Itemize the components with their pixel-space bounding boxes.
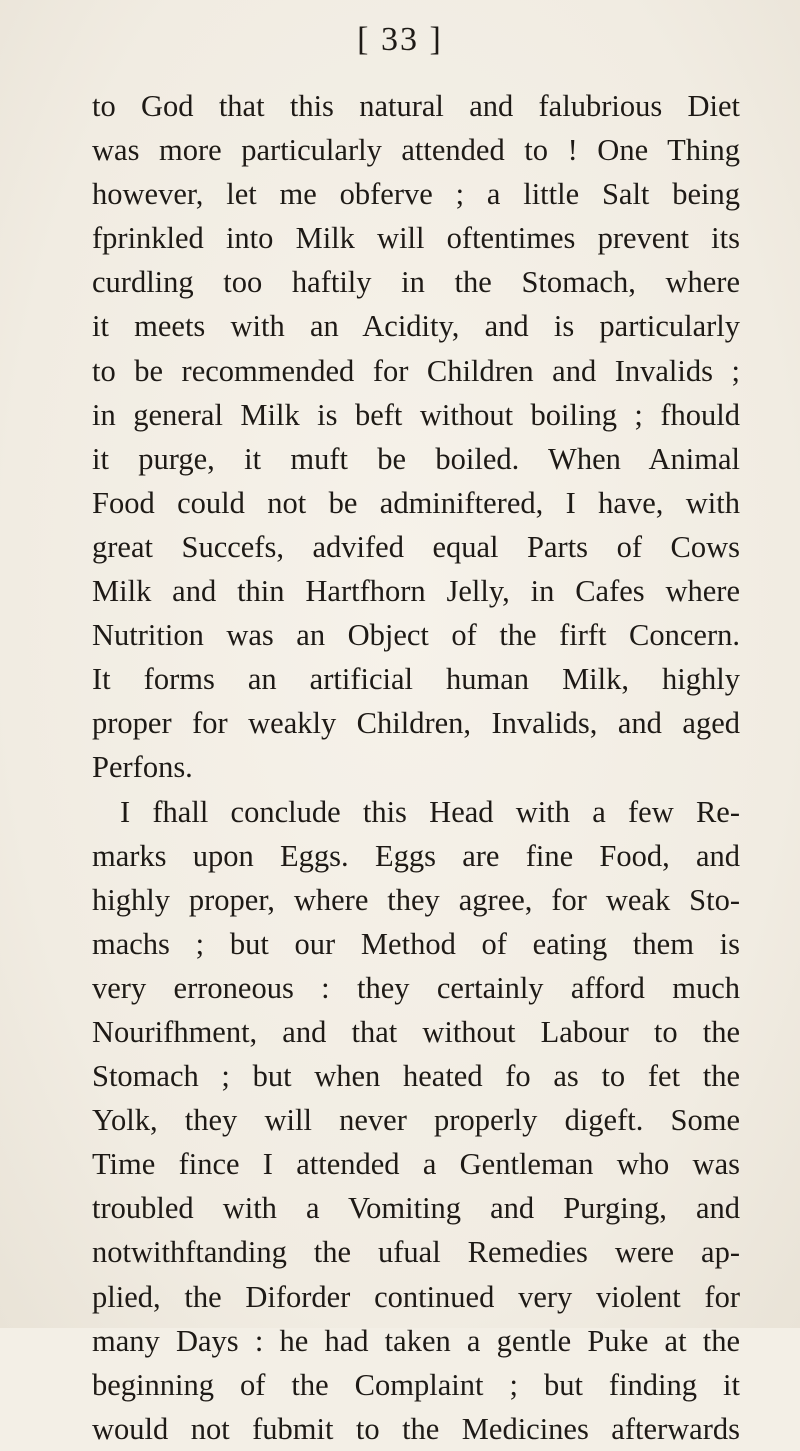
text-line: however, let me obferve ; a little Salt being — [92, 177, 740, 212]
text-line: Milk and thin Hartfhorn Jelly, in Cafes where — [92, 574, 740, 609]
text-line: beginning of the Complaint ; but finding it — [92, 1367, 740, 1402]
text-line: machs ; but our Method of eating them is — [92, 926, 740, 961]
text-line: great Succefs, advifed equal Parts of Cows — [92, 529, 740, 564]
text-line: It forms an artificial human Milk, highly — [92, 662, 740, 697]
text-line: fprinkled into Milk will oftentimes prevent its — [92, 221, 740, 256]
text-line: to be recommended for Children and Invalids ; — [92, 353, 740, 388]
text-line: was more particularly attended to ! One Thing — [92, 133, 740, 168]
text-line: curdling too haftily in the Stomach, where — [92, 265, 740, 300]
text-line: in general Milk is beft without boiling ; fhould — [92, 397, 740, 432]
text-line: Stomach ; but when heated fo as to fet the — [92, 1059, 740, 1094]
text-line: Nourifhment, and that without Labour to the — [92, 1014, 740, 1049]
text-line: I fhall conclude this Head with a few Re- — [120, 794, 740, 829]
text-line: it meets with an Acidity, and is particularly — [92, 309, 740, 344]
text-line: Food could not be adminiftered, I have, with — [92, 485, 740, 520]
text-line: it purge, it muft be boiled. When Animal — [92, 441, 740, 476]
page-number: [ 33 ] — [357, 21, 443, 58]
text-line: troubled with a Vomiting and Purging, and — [92, 1191, 740, 1226]
text-line: marks upon Eggs. Eggs are fine Food, and — [92, 838, 740, 873]
text-line: very erroneous : they certainly afford much — [92, 970, 740, 1005]
text-line: Perfons. — [92, 750, 193, 785]
text-line: would not fubmit to the Medicines afterwards — [92, 1411, 740, 1446]
text-line: plied, the Diforder continued very violent for — [92, 1279, 740, 1314]
text-line: Yolk, they will never properly digeft. Some — [92, 1103, 740, 1138]
text-line: highly proper, where they agree, for weak Sto- — [92, 882, 740, 917]
body-text — [92, 84, 740, 1451]
text-line: many Days : he had taken a gentle Puke at the — [92, 1323, 740, 1358]
text-line: proper for weakly Children, Invalids, and aged — [92, 706, 740, 741]
text-line: to God that this natural and falubrious Diet — [92, 89, 740, 123]
text-line: notwithftanding the ufual Remedies were ap- — [92, 1235, 740, 1270]
text-line: Nutrition was an Object of the firft Concern. — [92, 618, 740, 653]
text-line: Time fince I attended a Gentleman who was — [92, 1147, 740, 1182]
